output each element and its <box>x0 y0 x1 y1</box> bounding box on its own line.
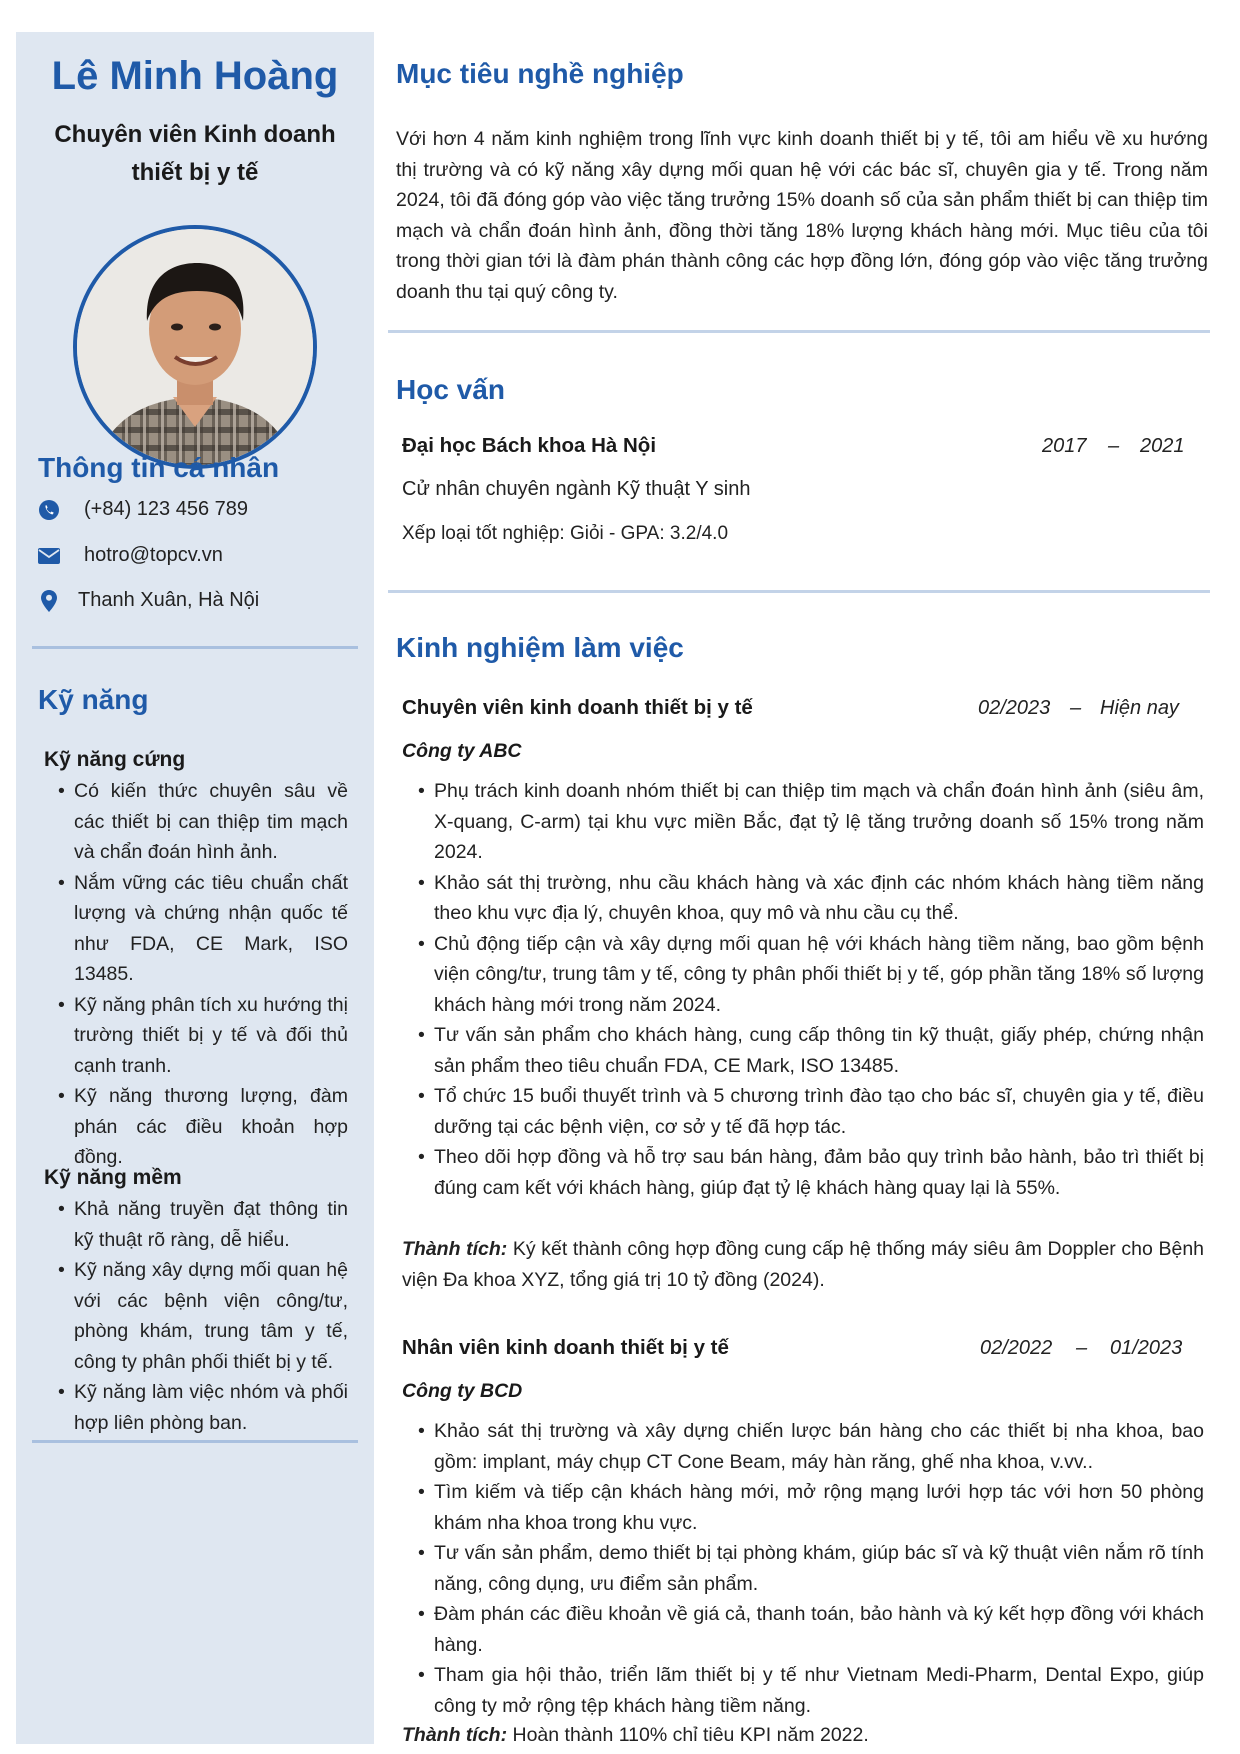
skills-heading: Kỹ năng <box>38 684 149 715</box>
sidebar-divider <box>32 646 358 649</box>
profile-photo <box>73 225 317 469</box>
job-title: Chuyên viên Kinh doanh thiết bị y tế <box>54 121 336 186</box>
school-name: Đại học Bách khoa Hà Nội <box>402 434 657 457</box>
list-item: • Tổ chức 15 buổi thuyết trình và 5 chương trình đào tạo cho bác sĩ, chuyên gia y tế, điều dưỡng tại các bệnh viện, cơ sở y tế đã hợp tác. <box>418 1081 1204 1142</box>
list-item: • Có kiến thức chuyên sâu về các thiết bị can thiệp tim mạch và chẩn đoán hình ảnh. <box>58 776 348 868</box>
list-item: • Khảo sát thị trường, nhu cầu khách hàng và xác định các nhóm khách hàng tiềm năng theo khu vực địa lý, chuyên khoa, quy mô và nhu cầu cụ thể. <box>418 868 1204 929</box>
profile-photo-image <box>77 229 313 465</box>
location-pin-icon <box>38 590 60 612</box>
section-divider <box>388 590 1210 593</box>
list-item: • Kỹ năng phân tích xu hướng thị trường thiết bị y tế và đối thủ cạnh tranh. <box>58 990 348 1082</box>
achievement-text: Ký kết thành công hợp đồng cung cấp hệ thống máy siêu âm Doppler cho Bệnh viện Đa khoa XYZ, tổng giá trị 10 tỷ đồng (2024). <box>402 1238 1205 1291</box>
achievement-text: Hoàn thành 110% chỉ tiêu KPI năm 2022. <box>512 1724 869 1746</box>
candidate-name: Lê Minh Hoàng <box>51 54 339 98</box>
job-2-duties <box>418 1416 1204 1721</box>
job-1-duties <box>418 776 1204 1203</box>
education-end: 2021 <box>1140 435 1185 457</box>
job-1-achievement <box>402 1234 1204 1295</box>
sidebar-divider <box>32 1440 358 1443</box>
job-title-2: Nhân viên kinh doanh thiết bị y tế <box>402 1336 729 1359</box>
list-item: • Tư vấn sản phẩm cho khách hàng, cung cấp thông tin kỹ thuật, giấy phép, chứng nhận sản phẩm theo tiêu chuẩn FDA, CE Mark, ISO 13485. <box>418 1020 1204 1081</box>
education-heading: Học vấn <box>396 374 505 405</box>
address-row <box>38 589 259 612</box>
degree: Cử nhân chuyên ngành Kỹ thuật Y sinh <box>402 478 751 500</box>
sidebar <box>16 32 374 1744</box>
envelope-icon <box>38 545 60 567</box>
company-2: Công ty BCD <box>402 1380 523 1402</box>
soft-skills-list <box>58 1194 348 1438</box>
list-item: • Khả năng truyền đạt thông tin kỹ thuật rõ ràng, dễ hiểu. <box>58 1194 348 1255</box>
job-title-1: Chuyên viên kinh doanh thiết bị y tế <box>402 696 753 719</box>
experience-heading: Kinh nghiệm làm việc <box>396 632 684 663</box>
job-2-end: 01/2023 <box>1110 1337 1183 1359</box>
list-item: • Khảo sát thị trường và xây dựng chiến lược bán hàng cho các thiết bị nha khoa, bao gồm: implant, máy chụp CT Cone Beam, máy hàn răng, ghế nha khoa, v.vv.. <box>418 1416 1204 1477</box>
phone-number: (+84) 123 456 789 <box>84 498 249 520</box>
hard-skills-list <box>58 776 348 1173</box>
list-item: • Tham gia hội thảo, triển lãm thiết bị y tế như Vietnam Medi-Pharm, Dental Expo, giúp công ty mở rộng tệp khách hàng tiềm năng. <box>418 1660 1204 1721</box>
achievement-label: Thành tích: <box>402 1238 508 1260</box>
education-separator: – <box>1108 435 1120 457</box>
phone-row <box>38 498 248 521</box>
list-item: • Kỹ năng làm việc nhóm và phối hợp liên phòng ban. <box>58 1377 348 1438</box>
list-item: • Phụ trách kinh doanh nhóm thiết bị can thiệp tim mạch và chẩn đoán hình ảnh (siêu âm, X-quang, C-arm) tại khu vực miền Bắc, đạt tỷ lệ tăng trưởng doanh số 15% trong năm 2024. <box>418 776 1204 868</box>
list-item: • Tìm kiếm và tiếp cận khách hàng mới, mở rộng mạng lưới hợp tác với hơn 50 phòng khám nha khoa trong khu vực. <box>418 1477 1204 1538</box>
list-item: • Chủ động tiếp cận và xây dựng mối quan hệ với khách hàng tiềm năng, bao gồm bệnh viện công/tư, trung tâm y tế, công ty phân phối thiết bị y tế, góp phần tăng 18% số lượng khách hàng mới trong năm 2024. <box>418 929 1204 1021</box>
job-2-start: 02/2022 <box>980 1337 1053 1359</box>
objective-heading: Mục tiêu nghề nghiệp <box>396 58 684 89</box>
phone-icon <box>38 499 60 521</box>
section-divider <box>388 330 1210 333</box>
list-item: • Tư vấn sản phẩm, demo thiết bị tại phòng khám, giúp bác sĩ và kỹ thuật viên nắm rõ tính năng, công dụng, ưu điểm sản phẩm. <box>418 1538 1204 1599</box>
job-1-start: 02/2023 <box>978 697 1051 719</box>
list-item: • Kỹ năng xây dựng mối quan hệ với các bệnh viện công/tư, phòng khám, trung tâm y tế, công ty phân phối thiết bị y tế. <box>58 1255 348 1377</box>
achievement-label: Thành tích: <box>402 1724 508 1746</box>
email-row <box>38 544 223 567</box>
list-item: • Đàm phán các điều khoản về giá cả, thanh toán, bảo hành và ký kết hợp đồng với khách hàng. <box>418 1599 1204 1660</box>
email-address: hotro@topcv.vn <box>84 544 223 566</box>
personal-info-heading: Thông tin cá nhân <box>38 452 280 483</box>
list-item: • Kỹ năng thương lượng, đàm phán các điều khoản hợp đồng. <box>58 1081 348 1173</box>
education-start: 2017 <box>1042 435 1087 457</box>
hard-skills-heading: Kỹ năng cứng <box>44 748 186 771</box>
list-item: • Theo dõi hợp đồng và hỗ trợ sau bán hàng, đảm bảo quy trình bảo hành, bảo trì thiết bị đúng cam kết với khách hàng, giúp đạt tỷ lệ khách hàng quay lại là 55%. <box>418 1142 1204 1203</box>
company-1: Công ty ABC <box>402 740 522 762</box>
objective-text: Với hơn 4 năm kinh nghiệm trong lĩnh vực kinh doanh thiết bị y tế, tôi am hiểu về xu hướng thị trường và có kỹ năng xây dựng mối quan hệ với các bác sĩ, chuyên gia y tế. Trong năm 2024, tôi đã đóng góp vào việc tăng trưởng 15% doanh số của sản phẩm thiết bị can thiệp tim mạch và chẩn đoán hình ảnh, đồng thời tăng 18% lượng khách hàng mới. Mục tiêu của tôi trong thời gian tới là đàm phán thành công các hợp đồng lớn, đóng góp vào việc tăng trưởng doanh thu tại quý công ty. <box>396 128 1208 303</box>
list-item: • Nắm vững các tiêu chuẩn chất lượng và chứng nhận quốc tế như FDA, CE Mark, ISO 13485. <box>58 868 348 990</box>
soft-skills-heading: Kỹ năng mềm <box>44 1166 182 1189</box>
address: Thanh Xuân, Hà Nội <box>78 589 260 611</box>
job-2-separator: – <box>1076 1337 1088 1359</box>
graduation-grade: Xếp loại tốt nghiệp: Giỏi - GPA: 3.2/4.0 <box>402 523 729 544</box>
job-1-separator: – <box>1070 697 1082 719</box>
job-1-end: Hiện nay <box>1100 697 1179 719</box>
job-2-achievement <box>402 1720 1204 1751</box>
